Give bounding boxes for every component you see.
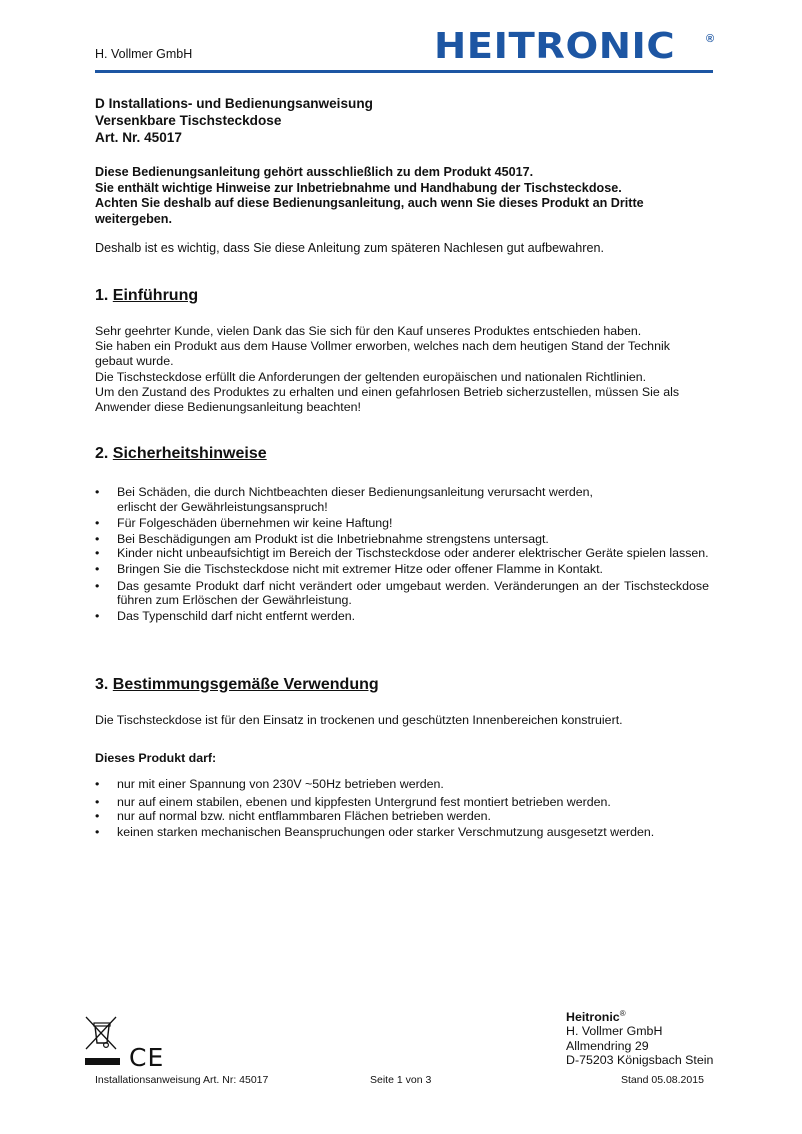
- usage-list: [95, 777, 709, 841]
- section-2-heading: [95, 445, 267, 463]
- list-item: [95, 532, 709, 547]
- section-title: Sicherheitshinweise: [112, 445, 267, 462]
- list-item: [95, 579, 709, 608]
- bullet-icon: •: [95, 777, 100, 791]
- list-item-text: Das Typenschild darf nicht entfernt werden.: [117, 609, 356, 624]
- section-3-subheading: Dieses Produkt darf:: [95, 751, 217, 765]
- paragraph-line: Um den Zustand des Produktes zu erhalten und einen gefahrlosen Betrieb sicherzustellen, müssen Sie als Anwender diese Bedienungsanleitung beachten!: [95, 384, 680, 415]
- weee-bar: [85, 1058, 120, 1065]
- product-name: Versenkbare Tischsteckdose: [95, 113, 282, 128]
- intro-line: Achten Sie deshalb auf diese Bedienungsanleitung, auch wenn Sie dieses Produkt an Dritte weitergeben.: [95, 196, 644, 226]
- header-rule: [95, 70, 713, 73]
- bullet-icon: •: [95, 515, 100, 530]
- footer-city: D-75203 Königsbach Stein: [566, 1052, 714, 1067]
- footer-address: [566, 1007, 713, 1067]
- list-item: [95, 809, 709, 824]
- footer-company: H. Vollmer GmbH: [566, 1024, 663, 1039]
- intro-bold-notice: [95, 165, 715, 227]
- section-title: Einführung: [112, 287, 199, 304]
- list-item: [95, 795, 709, 810]
- list-item-text: Bei Schäden, die durch Nichtbeachten dieser Bedienungsanleitung verursacht werden,: [117, 485, 593, 499]
- list-item: [95, 609, 709, 624]
- section-3-paragraph: Die Tischsteckdose ist für den Einsatz in trockenen und geschützten Innenbereichen konstruiert.: [95, 713, 623, 727]
- bullet-icon: •: [95, 794, 100, 809]
- list-item-text: Bringen Sie die Tischsteckdose nicht mit extremer Hitze oder offener Flamme in Kontakt.: [117, 562, 603, 577]
- section-title: Bestimmungsgemäße Verwendung: [112, 676, 379, 693]
- footer-doc-ref: Installationsanweisung Art. Nr: 45017: [95, 1074, 269, 1086]
- intro-line: Sie enthält wichtige Hinweise zur Inbetriebnahme und Handhabung der Tischsteckdose.: [95, 180, 622, 195]
- bullet-icon: •: [95, 809, 100, 824]
- list-item-text: Für Folgeschäden übernehmen wir keine Haftung!: [117, 515, 393, 530]
- list-item-text: keinen starken mechanischen Beanspruchungen oder starker Verschmutzung ausgesetzt werden.: [117, 825, 655, 840]
- list-item-text: Das gesamte Produkt darf nicht verändert oder umgebaut werden. Veränderungen an der Tischsteckdose führen zum Erlöschen der Gewährleistung.: [117, 578, 709, 608]
- document-title-block: [95, 95, 373, 146]
- company-name: H. Vollmer GmbH: [95, 47, 193, 61]
- paragraph-line: Die Tischsteckdose erfüllt die Anforderungen der geltenden europäischen und nationalen Richtlinien.: [95, 369, 647, 384]
- paragraph-line: Sie haben ein Produkt aus dem Hause Vollmer erworben, welches nach dem heutigen Stand der Technik gebaut wurde.: [95, 339, 670, 369]
- bullet-icon: •: [95, 562, 100, 577]
- footer-street: Allmendring 29: [566, 1038, 649, 1053]
- section-number: 2.: [95, 445, 109, 462]
- list-item: [95, 516, 709, 531]
- bullet-icon: •: [95, 546, 100, 561]
- bullet-icon: •: [95, 578, 100, 593]
- intro-line: Diese Bedienungsanleitung gehört ausschließlich zu dem Produkt 45017.: [95, 165, 534, 179]
- list-item-text: nur mit einer Spannung von 230V ~50Hz betrieben werden.: [117, 777, 444, 791]
- intro-note: Deshalb ist es wichtig, dass Sie diese Anleitung zum späteren Nachlesen gut aufbewahren.: [95, 241, 604, 255]
- section-3-heading: [95, 676, 379, 694]
- ce-mark-icon: CE: [129, 1043, 165, 1072]
- list-item: [95, 485, 709, 514]
- document-title: D Installations- und Bedienungsanweisung: [95, 96, 373, 111]
- list-item: [95, 825, 709, 840]
- list-item: [95, 546, 709, 561]
- article-number: Art. Nr. 45017: [95, 130, 182, 145]
- list-item: [95, 562, 709, 577]
- bullet-icon: •: [95, 485, 100, 499]
- document-date: Stand 05.08.2015: [621, 1074, 704, 1086]
- list-item-text: Bei Beschädigungen am Produkt ist die Inbetriebnahme strengstens untersagt.: [117, 531, 549, 546]
- section-heading: [95, 676, 379, 694]
- registered-mark: ®: [706, 33, 715, 45]
- page-number: Seite 1 von 3: [370, 1074, 432, 1086]
- bullet-icon: •: [95, 609, 100, 624]
- section-heading: [95, 445, 267, 463]
- heitronic-logo: HEITRONIC: [434, 26, 676, 67]
- bullet-icon: •: [95, 825, 100, 840]
- list-item: [95, 777, 709, 792]
- list-item-text: nur auf einem stabilen, ebenen und kippfesten Untergrund fest montiert betrieben werden.: [117, 794, 611, 809]
- list-item-text: erlischt der Gewährleistungsanspruch!: [117, 499, 328, 514]
- bullet-icon: •: [95, 531, 100, 546]
- section-1-heading: [95, 287, 198, 305]
- registered-mark: ®: [619, 1009, 626, 1018]
- footer-brand: Heitronic: [566, 1010, 620, 1025]
- section-number: 1.: [95, 287, 109, 304]
- list-item-text: nur auf normal bzw. nicht entflammbaren Flächen betrieben werden.: [117, 809, 491, 824]
- list-item-text: Kinder nicht unbeaufsichtigt im Bereich der Tischsteckdose oder anderer elektrischer Geräte spielen lassen.: [117, 546, 709, 561]
- section-heading: [95, 287, 198, 305]
- section-number: 3.: [95, 676, 109, 693]
- paragraph-line: Sehr geehrter Kunde, vielen Dank das Sie sich für den Kauf unseres Produktes entschieden haben.: [95, 324, 642, 338]
- weee-crossed-bin-icon: [84, 1016, 120, 1052]
- safety-list: [95, 485, 709, 625]
- section-1-body: [95, 324, 709, 415]
